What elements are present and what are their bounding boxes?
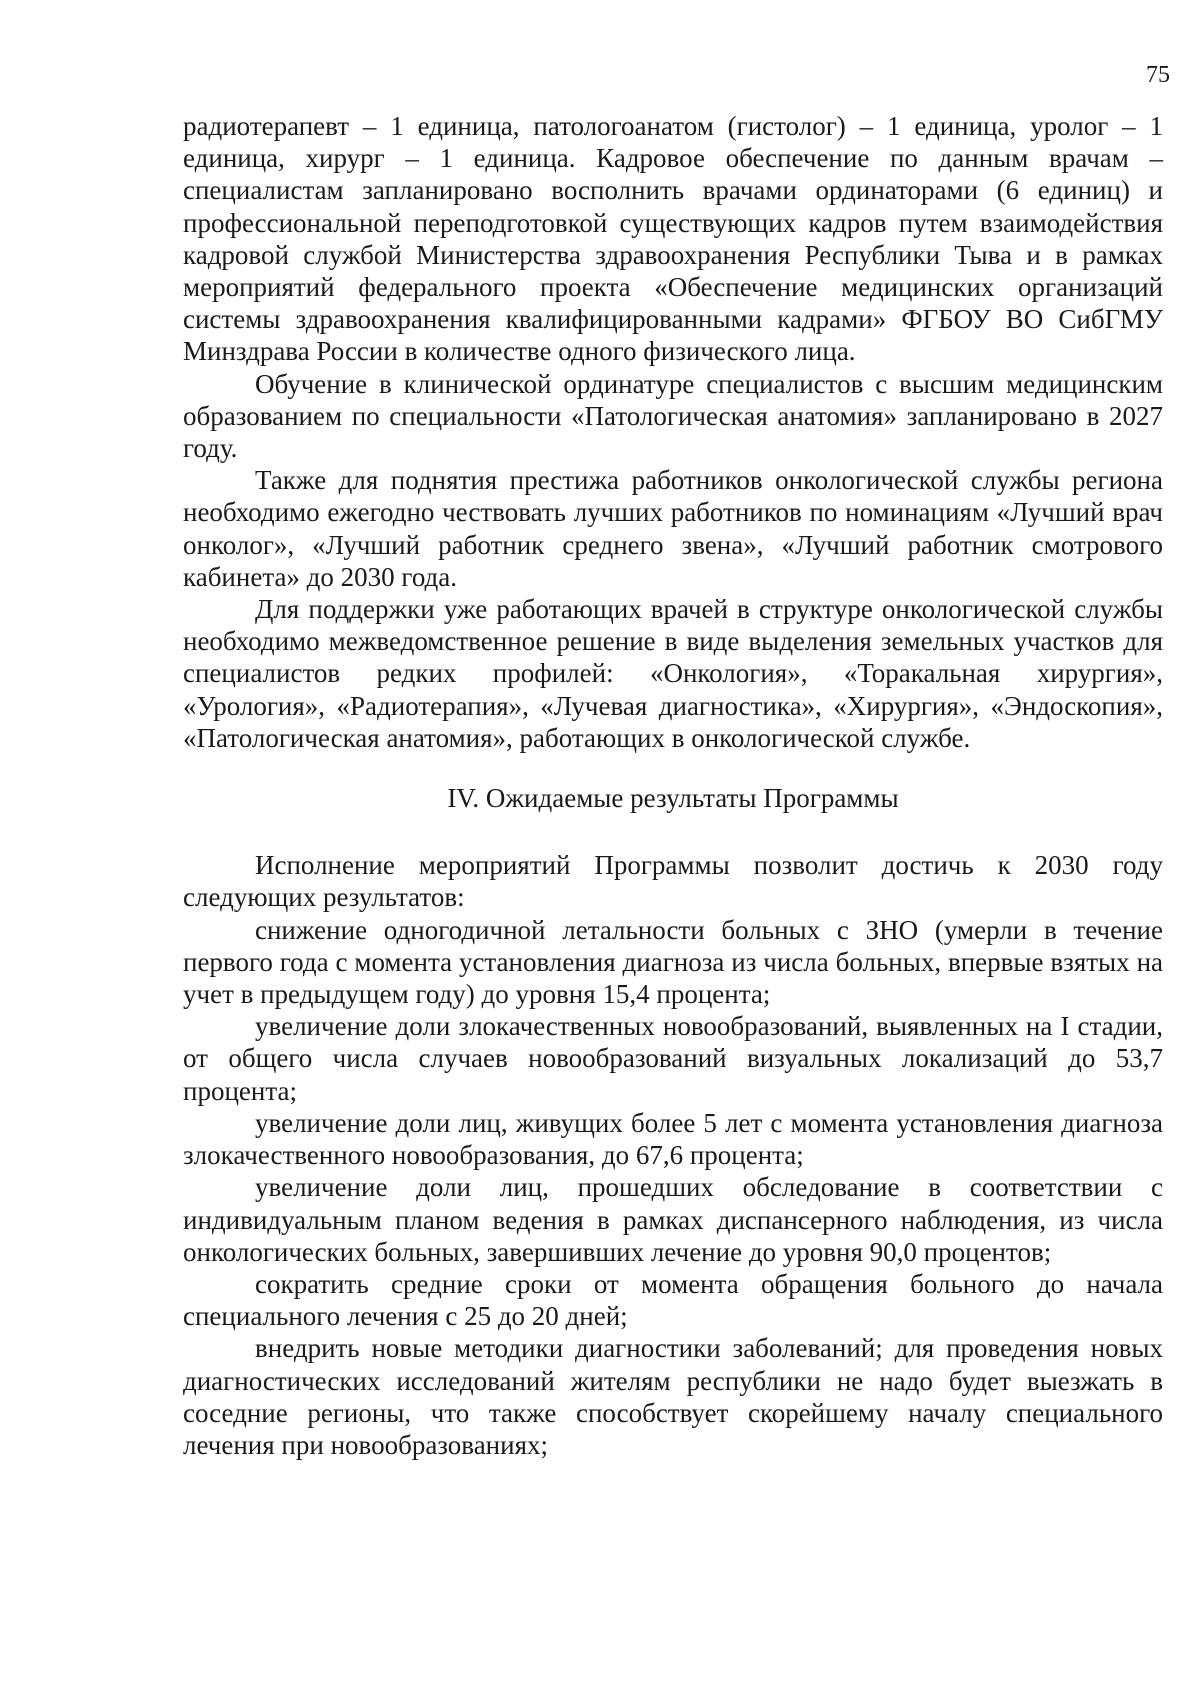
paragraph: Также для поднятия престижа работников онкологической службы региона необходимо ежегодно чествовать лучших работников по номинациям «Лучший врач онколог», «Лучший работник среднего звена», «Лучший работник смотрового кабинета» до 2030 года. [183,465,1163,592]
result-item: снижение одногодичной летальности больных с ЗНО (умерли в течение первого года с момента установления диагноза из числа больных, впервые взятых на учет в предыдущем году) до уровня 15,4 процента; [183,914,1163,1010]
result-item: увеличение доли лиц, прошедших обследование в соответствии с индивидуальным планом ведения в рамках диспансерного наблюдения, из числа онкологических больных, завершивших лечение до уровня 90,0 процентов; [183,1172,1163,1267]
results-intro: Исполнение мероприятий Программы позволит достичь к 2030 году следующих результатов: [183,850,1163,913]
result-item: сократить средние сроки от момента обращения больного до начала специального лечения с 25 до 20 дней; [183,1268,1163,1332]
paragraph: Для поддержки уже работающих врачей в структуре онкологической службы необходимо межведомственное решение в виде выделения земельных участков для специалистов редких профилей: «Онкология», «Торакальная хирургия», «Урология», «Радиотерапия», «Лучевая диагностика», «Хирургия», «Эндоскопия», «Патологическая анатомия», работающих в онкологической службе. [183,594,1163,753]
section-heading: IV. Ожидаемые результаты Программы [447,783,899,814]
paragraph-continued: радиотерапевт – 1 единица, патологоанатом (гистолог) – 1 единица, уролог – 1 единица, хирург – 1 единица. Кадровое обеспечение по данным врачам – специалистам запланировано восполнить врачами ординаторами (6 единиц) и профессиональной переподготовкой существующих кадров путем взаимодействия кадровой службой Министерства здравоохранения Республики Тыва и в рамках мероприятий федерального проекта «Обеспечение медицинских организаций системы здравоохранения квалифицированными кадрами» ФГБОУ ВО СибГМУ Минздрава России в количестве одного физического лица. [183,111,1163,367]
results-list [183,914,1163,1461]
page-number: 75 [1146,62,1170,88]
paragraph: Обучение в клинической ординатуре специалистов с высшим медицинским образованием по специальности «Патологическая анатомия» запланировано в 2027 году. [183,368,1163,464]
result-item: увеличение доли злокачественных новообразований, выявленных на I стадии, от общего числа случаев новообразований визуальных локализаций до 53,7 процента; [183,1011,1163,1106]
result-item: увеличение доли лиц, живущих более 5 лет с момента установления диагноза злокачественного новообразования, до 67,6 процента; [183,1107,1163,1171]
result-item: внедрить новые методики диагностики заболеваний; для проведения новых диагностических исследований жителям республики не надо будет выезжать в соседние регионы, что также способствует скорейшему началу специального лечения при новообразованиях; [183,1333,1163,1460]
body-text [183,110,1163,1461]
